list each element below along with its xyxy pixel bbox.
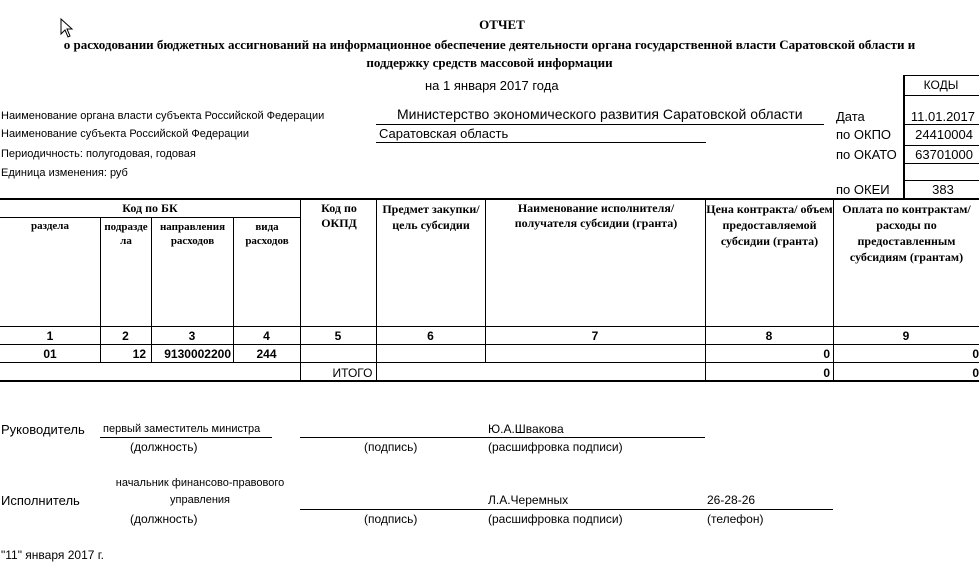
col-vida: вида расходов <box>245 221 289 247</box>
col-podrazdela: подразде ла <box>104 221 148 247</box>
exec-phone: 26-28-26 <box>707 493 756 507</box>
report-title: ОТЧЕТ <box>479 17 525 32</box>
col-oplata: Оплата по контрактам/ расходы по предоставленным субсидиям (грантам) <box>842 202 971 264</box>
head-position-caption: (должность) <box>130 440 198 454</box>
head-signature-caption: (подпись) <box>364 440 418 454</box>
col-num-4: 4 <box>263 329 270 343</box>
exec-phone-caption: (телефон) <box>707 512 764 526</box>
itogo-label: ИТОГО <box>332 366 373 380</box>
col-num-7: 7 <box>591 329 599 343</box>
exec-name: Л.А.Черемных <box>488 493 569 507</box>
org-value: Министерство экономического развития Саратовской области <box>397 106 803 122</box>
row-podrazdel: 12 <box>132 347 146 361</box>
head-name: Ю.А.Швакова <box>488 422 564 436</box>
report-subtitle-line1: о расходовании бюджетных ассигнований на информационное обеспечение деятельности органа государственной власти Саратовской области и <box>63 37 916 52</box>
head-decode-caption: (расшифровка подписи) <box>488 440 623 454</box>
col-num-8: 8 <box>765 329 773 343</box>
report-date-line: на 1 января 2017 года <box>425 78 559 93</box>
codes-header: КОДЫ <box>923 78 959 92</box>
subject-value: Саратовская область <box>379 126 509 141</box>
exec-signature-caption: (подпись) <box>364 512 418 526</box>
row-vid: 244 <box>256 347 277 361</box>
date-value: 11.01.2017 <box>910 109 975 124</box>
head-label: Руководитель <box>1 422 85 437</box>
row-razdel: 01 <box>43 347 57 361</box>
itogo-oplata: 0 <box>972 366 979 380</box>
report-date: "11" января 2017 г. <box>1 548 104 562</box>
itogo-cena: 0 <box>823 366 830 380</box>
period-label: Периодичность: полугодовая, годовая <box>1 148 196 160</box>
col-num-9: 9 <box>902 329 910 343</box>
col-num-2: 2 <box>122 329 129 343</box>
org-label: Наименование органа власти субъекта Российской Федерации <box>1 110 325 122</box>
exec-position-caption: (должность) <box>130 512 198 526</box>
kod-bk-header: Код по БК <box>122 201 178 215</box>
row-cena: 0 <box>823 347 830 361</box>
report-subtitle-line2: поддержку средств массовой информации <box>366 55 613 70</box>
exec-label: Исполнитель <box>1 493 80 508</box>
col-okpd: Код по ОКПД <box>321 201 357 230</box>
okato-value: 63701000 <box>915 147 973 162</box>
col-num-1: 1 <box>46 329 54 343</box>
okei-value: 383 <box>932 182 954 197</box>
col-razdela: раздела <box>31 220 69 232</box>
okpo-label: по ОКПО <box>836 127 892 142</box>
date-label: Дата <box>836 109 865 124</box>
col-predmet: Предмет закупки/цель субсидии <box>382 202 480 232</box>
row-napravlenie: 9130002200 <box>164 347 231 361</box>
exec-position-line1: начальник финансово-правового <box>115 477 285 489</box>
unit-label: Единица изменения: руб <box>1 167 128 179</box>
col-num-5: 5 <box>334 329 342 343</box>
subject-label: Наименование субъекта Российской Федерации <box>1 128 249 140</box>
exec-position-line2: управления <box>170 494 230 506</box>
col-napravleniya: направления расходов <box>159 221 226 247</box>
okei-label: по ОКЕИ <box>836 182 890 197</box>
col-num-3: 3 <box>188 329 196 343</box>
exec-decode-caption: (расшифровка подписи) <box>488 512 623 526</box>
head-position: первый заместитель министра <box>103 423 261 435</box>
col-naim: Наименование исполнителя/ получателя субсидии (гранта) <box>514 201 678 230</box>
okpo-value: 24410004 <box>915 127 973 142</box>
okato-label: по ОКАТО <box>836 147 897 162</box>
col-num-6: 6 <box>427 329 434 343</box>
col-cena: Цена контракта/ объем предоставляемой субсидии (гранта) <box>706 202 833 248</box>
row-oplata: 0 <box>972 347 979 361</box>
